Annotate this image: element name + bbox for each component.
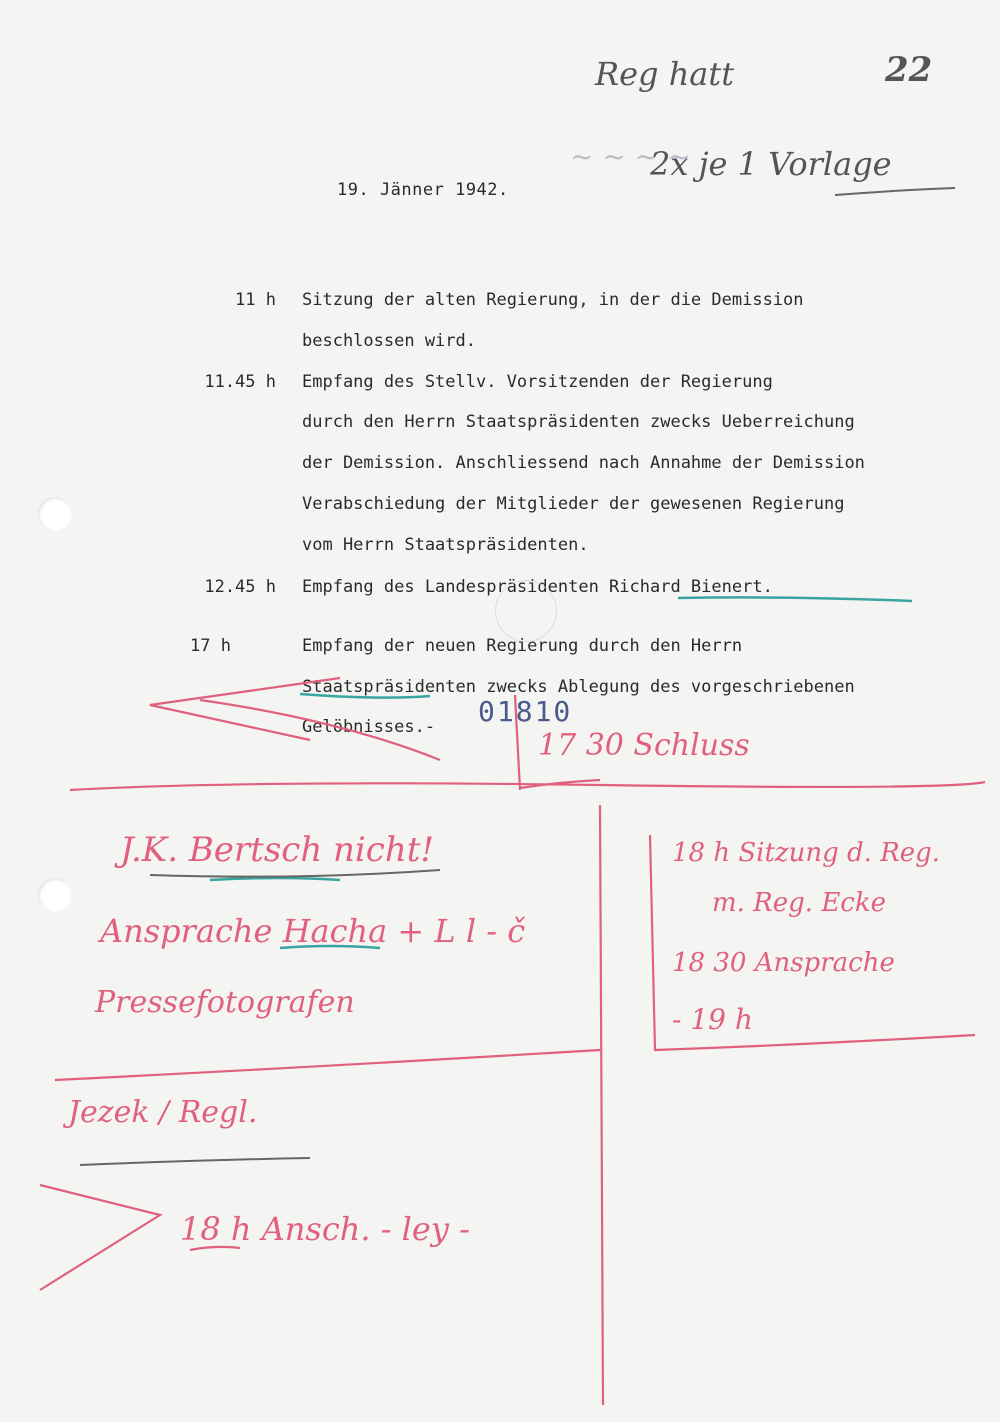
- entry-line: Gelöbnisses.-: [302, 717, 436, 737]
- handwritten-red-note: 18 h Ansch. - ley -: [180, 1210, 470, 1248]
- registry-stamp: 01810: [478, 695, 573, 728]
- entry-line: Staatspräsidenten zwecks Ablegung des vorgeschriebenen: [302, 677, 855, 697]
- document-date: 19. Jänner 1942.: [337, 180, 509, 200]
- entry-line: der Demission. Anschliessend nach Annahme der Demission: [302, 453, 865, 473]
- entry-time: 11 h: [235, 290, 276, 310]
- handwritten-red-note: m. Reg. Ecke: [712, 888, 887, 918]
- red-pencil-lines: [40, 678, 985, 1405]
- entry-time: 11.45 h: [204, 372, 276, 392]
- handwritten-red-note: Jezek / Regl.: [68, 1095, 258, 1130]
- entry-line: Verabschiedung der Mitglieder der gewesenen Regierung: [302, 494, 845, 514]
- handwritten-note: Reg hatt: [595, 55, 735, 93]
- handwritten-note: 2x je 1 Vorlage: [650, 145, 892, 183]
- handwritten-red-note: 18 h Sitzung d. Reg.: [672, 838, 941, 868]
- entry-line: beschlossen wird.: [302, 331, 476, 351]
- handwritten-red-note: 18 30 Ansprache: [672, 948, 895, 978]
- handwritten-red-note: Pressefotografen: [95, 985, 355, 1020]
- entry-time: 12.45 h: [204, 577, 276, 597]
- entry-time: 17 h: [190, 636, 231, 656]
- entry-line: Sitzung der alten Regierung, in der die Demission: [302, 290, 804, 310]
- pencil-underline: [80, 188, 955, 1165]
- entry-line: Empfang des Stellv. Vorsitzenden der Regierung: [302, 372, 773, 392]
- entry-line: vom Herrn Staatspräsidenten.: [302, 535, 589, 555]
- handwritten-page-number: 22: [885, 50, 933, 90]
- entry-line: Empfang der neuen Regierung durch den Herrn: [302, 636, 743, 656]
- show-through-handwriting: ~ ~ ~ ~: [570, 140, 691, 173]
- handwritten-red-note: 17 30 Schluss: [538, 728, 750, 763]
- handwritten-red-note: Ansprache Hacha + L l - č: [100, 912, 526, 950]
- handwritten-red-note: J.K. Bertsch nicht!: [120, 830, 435, 870]
- entry-line: Empfang des Landespräsidenten Richard Bienert.: [302, 577, 773, 597]
- handwritten-red-note: - 19 h: [672, 1003, 753, 1036]
- teal-underlines: [210, 597, 912, 948]
- entry-line: durch den Herrn Staatspräsidenten zwecks Ueberreichung: [302, 412, 855, 432]
